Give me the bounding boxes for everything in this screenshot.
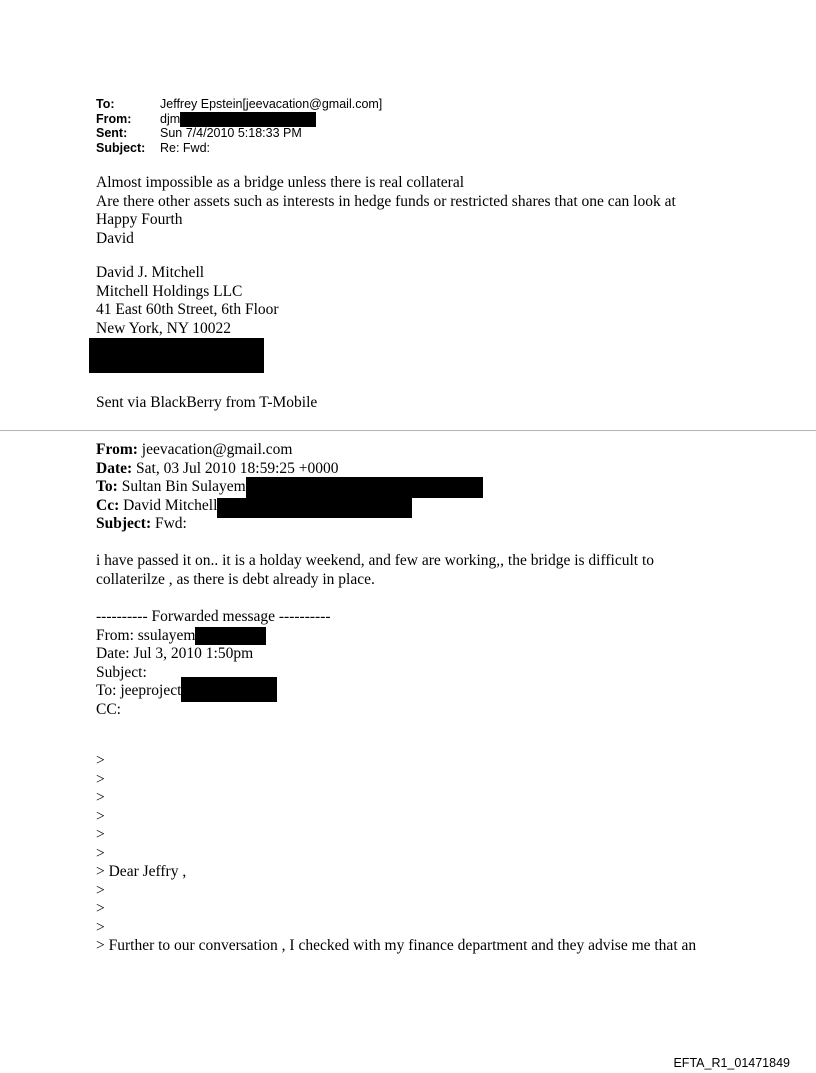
quoted-body-line: i have passed it on.. it is a holday weekend, and few are working,, the bridge is difficult to — [96, 552, 654, 569]
quoted-cc-label: Cc: — [96, 496, 120, 514]
forwarded-date: Date: Jul 3, 2010 1:50pm — [96, 645, 254, 662]
quoted-from-value: jeevacation@gmail.com — [137, 441, 293, 458]
sent-via-line — [96, 394, 317, 413]
quoted-body — [96, 552, 654, 589]
signature-line: 41 East 60th Street, 6th Floor — [96, 301, 279, 318]
reply-line: Almost impossible as a bridge unless there is real collateral — [96, 174, 465, 191]
quoted-date-label: Date: — [96, 459, 133, 477]
signature-line: David J. Mitchell — [96, 264, 205, 281]
header-from-value: djm — [160, 111, 181, 126]
quote-line: > — [96, 826, 105, 843]
header-to-value: Jeffrey Epstein[jeevacation@gmail.com] — [160, 97, 383, 111]
quote-line: > — [96, 900, 105, 917]
header-subject-value: Re: Fwd: — [160, 140, 211, 155]
header-sent-value: Sun 7/4/2010 5:18:33 PM — [160, 126, 302, 140]
document-id: EFTA_R1_01471849 — [673, 1056, 790, 1070]
quote-line: > — [96, 807, 105, 825]
forwarded-separator: ---------- Forwarded message ---------- — [96, 608, 331, 625]
reply-body — [96, 174, 676, 248]
redaction-box — [217, 498, 412, 518]
header-to-label: To: — [96, 97, 115, 111]
quote-line: > — [96, 789, 105, 806]
email-header — [96, 97, 382, 155]
redaction-box — [181, 677, 277, 702]
quoted-body-line: collaterilze , as there is debt already in place. — [96, 570, 375, 588]
forwarded-cc: CC: — [96, 700, 121, 718]
quote-line: > — [96, 844, 105, 862]
quoted-subject-value: Fwd: — [151, 515, 187, 532]
message-divider — [0, 430, 816, 431]
quoted-reply-lines — [96, 752, 696, 956]
signature-block — [96, 264, 279, 338]
quoted-cc-value: David Mitchell — [119, 496, 218, 514]
forwarded-subject: Subject: — [96, 663, 147, 681]
header-sent-label: Sent: — [96, 126, 128, 140]
quoted-date-value: Sat, 03 Jul 2010 18:59:25 +0000 — [132, 459, 339, 477]
signature-line: Mitchell Holdings LLC — [96, 282, 243, 300]
quote-line: > Dear Jeffry , — [96, 863, 187, 880]
header-to-row — [96, 97, 382, 112]
quote-line: > — [96, 918, 105, 936]
redaction-box — [246, 477, 483, 498]
quoted-to-value: Sultan Bin Sulayem — [117, 478, 246, 495]
reply-line: Happy Fourth — [96, 211, 183, 228]
sent-via-text: Sent via BlackBerry from T-Mobile — [96, 394, 318, 411]
header-subject-label: Subject: — [96, 140, 146, 155]
redaction-box — [180, 112, 316, 127]
header-subject-row — [96, 141, 382, 156]
quoted-subject-label: Subject: — [96, 515, 152, 532]
redaction-box — [195, 627, 266, 645]
quote-line: > — [96, 881, 105, 899]
header-from-row — [96, 112, 382, 127]
redaction-box — [89, 338, 264, 373]
quote-line: > Further to our conversation , I checked with my finance department and they advise me that an — [96, 937, 697, 954]
quoted-from-label: From: — [96, 441, 138, 458]
quote-line: > — [96, 752, 105, 769]
quote-line: > — [96, 770, 105, 788]
signature-line: New York, NY 10022 — [96, 319, 232, 337]
forwarded-header — [96, 608, 331, 719]
header-from-label: From: — [96, 111, 132, 126]
quoted-header — [96, 441, 483, 534]
header-sent-row — [96, 126, 382, 141]
quoted-to-label: To: — [96, 478, 118, 495]
reply-line: David — [96, 229, 134, 247]
forwarded-to: To: jeeproject — [96, 682, 182, 699]
reply-line: Are there other assets such as interests in hedge funds or restricted shares that one can look at — [96, 192, 676, 210]
forwarded-from: From: ssulayem — [96, 626, 196, 644]
